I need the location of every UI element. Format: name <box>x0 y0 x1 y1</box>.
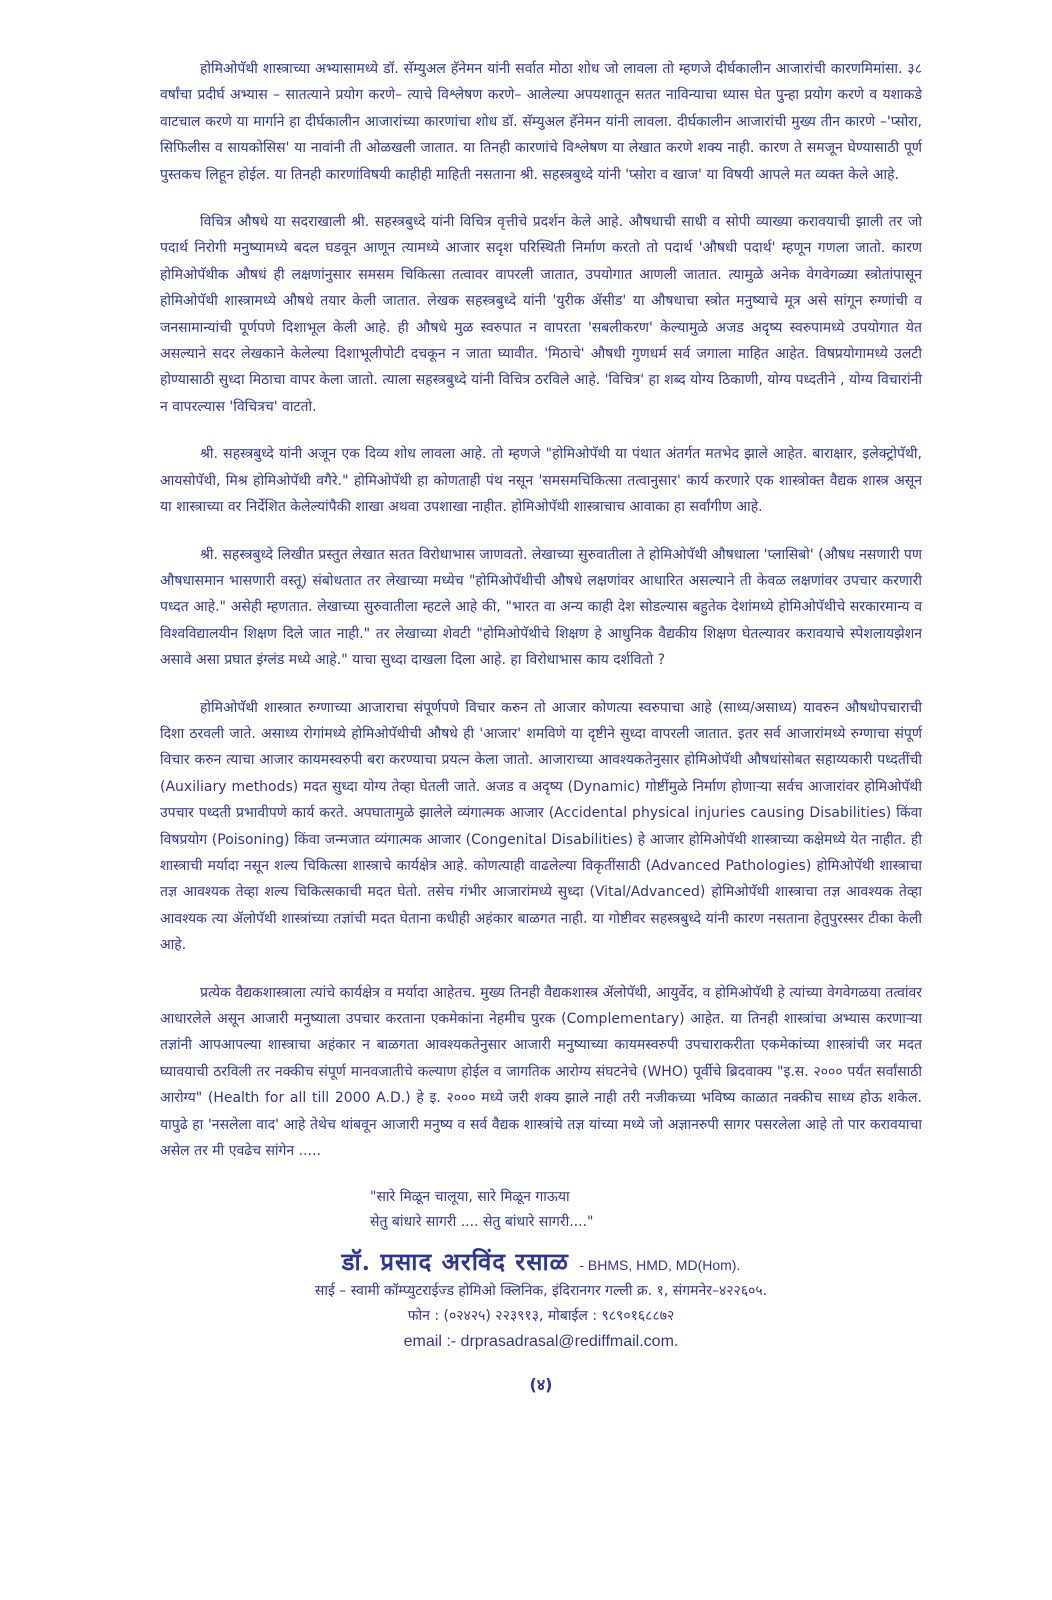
signature-block <box>160 1249 922 1279</box>
author-degrees: - BHMS, HMD, MD(Hom). <box>579 1257 741 1274</box>
closing-quote <box>370 1185 922 1235</box>
author-name: डॉ. प्रसाद अरविंद रसाळ <box>341 1247 569 1277</box>
paragraph-4: श्री. सहस्त्रबुध्दे लिखीत प्रस्तुत लेखात सतत विरोधाभास जाणवतो. लेखाच्या सुरुवातीला ते होमिओपॅथी औषधाला 'प्लासिबो' (औषध नसणारी पण औषधासमान भासणारी वस्तू) संबोधतात तर लेखाच्या मध्येच "होमिओपॅथीची औषधे लक्षणांवर आधारित असल्याने ती केवळ लक्षणांवर उपचार करणारी पध्दत आहे." असेही म्हणतात. लेखाच्या सुरुवातीला म्हटले आहे की, "भारत वा अन्य काही देश सोडल्यास बहुतेक देशांमध्ये होमिओपॅथीचे सरकारमान्य व विश्वविद्यालयीन शिक्षण दिले जात नाही." तर लेखाच्या शेवटी "होमिओपॅथीचे शिक्षण हे आधुनिक वैद्यकीय शिक्षण घेतल्यावर करावयाचे स्पेशलायझेशन असावे असा प्रघात इंग्लंड मध्ये आहे." याचा सुध्दा दाखला दिला आहे. हा विरोधाभास काय दर्शवितो ? <box>160 546 922 669</box>
paragraph-6: प्रत्येक वैद्यकशास्त्राला त्यांचे कार्यक्षेत्र व मर्यादा आहेतच. मुख्य तिनही वैद्यकशास्त्र ॲलोपॅथी, आयुर्वेद, व होमिओपॅथी हे त्यांच्या वेगवेगळया तत्वांवर आधारलेले असून आजारी मनुष्याला उपचार करताना एकमेकांना नेहमीच पुरक (Complementary) आहेत. या तिनही शास्त्रांचा अभ्यास करणाऱ्या तज्ञांनी आपआपल्या शास्त्राचा अहंकार न बाळगता आवश्यकतेनुसार आजारी मनुष्याच्या कायमस्वरुपी उपचाराकरीता एकमेकांच्या शास्त्रांची जर मदत घ्यावयाची ठरविली तर नक्कीच संपूर्ण मानवजातीचे कल्याण होईल व जागतिक आरोग्य संघटनेचे (WHO) पूर्वीचे ब्रिदवाक्य "इ.स. २००० पर्यंत सर्वांसाठी आरोग्य" (Health for all till 2000 A.D.) हे इ. २००० मध्ये जरी शक्य झाले नाही तरी नजीकच्या भविष्य काळात नक्कीच साध्य होऊ शकेल. यापुढे हा 'नसलेला वाद' आहे तेथेच थांबवून आजारी मनुष्य व सर्व वैद्यक शास्त्रांचे तज्ञ यांच्या मध्ये जो अज्ञानरुपी सागर पसरलेला आहे तो पार करावयाचा असेल तर मी एवढेच सांगेन ..... <box>160 984 922 1160</box>
paragraph-1: होमिओपॅथी शास्त्राच्या अभ्यासामध्ये डॉ. सॅम्युअल हॅनेमन यांनी सर्वात मोठा शोध जो लावला तो म्हणजे दीर्घकालीन आजारांची कारणमिमांसा. ३८ वर्षांचा प्रदीर्घ अभ्यास – सातत्याने प्रयोग करणे– त्याचे विश्लेषण करणे– आलेल्या अपयशातून सतत नाविन्याचा ध्यास घेत पुन्हा प्रयोग करणे व यशाकडे वाटचाल करणे या मार्गाने हा दीर्घकालीन आजारांच्या कारणांचा शोध डॉ. सॅम्युअल हॅनेमन यांनी लावला. दीर्घकालीन आजारांची मुख्य तीन कारणे –'प्सोरा, सिफिलीस व सायकोसिस' या नावांनी ती ओळखली जातात. या तिनही कारणांचे विश्लेषण या लेखात करणे शक्य नाही. कारण ते समजून घेण्यासाठी पूर्ण पुस्तकच लिहून होईल. या तिनही कारणांविषयी काहीही माहिती नसताना श्री. सहस्त्रबुध्दे यांनी 'प्सोरा व खाज' या विषयी आपले मत व्यक्त केले आहे. <box>160 61 922 183</box>
email-address: email :- drprasadrasal@rediffmail.com. <box>403 1333 679 1351</box>
phone-numbers: फोन : (०२४२५) २२३९१३, मोबाईल : ९८९०१६८८७२ <box>407 1308 675 1325</box>
paragraph-3: श्री. सहस्त्रबुध्दे यांनी अजून एक दिव्य शोध लावला आहे. तो म्हणजे "होमिओपॅथी या पंथात अंतर्गत मतभेद झाले आहेत. बाराक्षार, इलेक्ट्रोपॅथी, आयसोपॅथी, मिश्र होमिओपॅथी वगैरे." होमिओपॅथी हा कोणताही पंथ नसून 'समसमचिकित्सा तत्वानुसार' कार्य करणारे एक शास्त्रोक्त वैद्यक शास्त्र असून या शास्त्राच्या वर निर्देशित केलेल्यांपैकी शाखा अथवा उपशाखा नाहीत. होमिओपॅथी शास्त्राचाच आवाका हा सर्वांगीण आहे. <box>160 446 922 516</box>
paragraph-2: विचित्र औषधे या सदराखाली श्री. सहस्त्रबुध्दे यांनी विचित्र वृत्तीचे प्रदर्शन केले आहे. औषधाची साधी व सोपी व्याख्या करावयाची झाली तर जो पदार्थ निरोगी मनुष्यामध्ये बदल घडवून आणून त्यामध्ये आजार सदृश परिस्थिती निर्माण करतो तो पदार्थ 'औषधी पदार्थ' म्हणून गणला जातो. कारण होमिओपॅथीक औषधं ही लक्षणांनुसार समसम चिकित्सा तत्वावर वापरली जातात, उपयोगात आणली जातात. त्यामुळे अनेक वेगवेगळ्या स्त्रोतांपासून होमिओपॅथी शास्त्रामध्ये औषधे तयार केली जातात. लेखक सहस्त्रबुध्दे यांनी 'युरीक ॲसीड' या औषधाचा स्त्रोत मनुष्याचे मूत्र असे सांगून रुग्णांची व जनसामान्यांची पूर्णपणे दिशाभूल केली आहे. ही औषधे मुळ स्वरुपात न वापरता 'सबलीकरण' केल्यामुळे अजड अदृष्य स्वरुपामध्ये उपयोगात येत असल्याने सदर लेखकाने केलेल्या दिशाभूलीपोटी दचकून न जाता घ्यावीत. 'मिठाचे' औषधी गुणधर्म सर्व जगाला माहित आहेत. विषप्रयोगामध्ये उलटी होण्यासाठी सुध्दा मिठाचा वापर केला जातो. त्याला सहस्त्रबुध्दे यांनी विचित्र ठरविले आहे. 'विचित्र' हा शब्द योग्य ठिकाणी, योग्य पध्दतीने , योग्य विचारांनी न वापरल्यास 'विचित्रच' वाटतो. <box>160 214 922 415</box>
quote-line-1: "सारे मिळून चालूया, सारे मिळून गाऊया <box>370 1189 570 1206</box>
clinic-address: साई – स्वामी कॉम्प्युटराईज्ड होमिओ क्लिनिक, इंदिरानगर गल्ली क्र. १, संगमनेर–४२२६०५. <box>314 1283 768 1300</box>
quote-line-2: सेतु बांधारे सागरी .... सेतु बांधारे सागरी...." <box>370 1214 594 1231</box>
paragraph-5: होमिओपॅथी शास्त्रात रुग्णाच्या आजाराचा संपूर्णपणे विचार करुन तो आजार कोणत्या स्वरुपाचा आहे (साध्य/असाध्य) यावरुन औषधोपचाराची दिशा ठरवली जाते. असाध्य रोगांमध्ये होमिओपॅथीची औषधे ही 'आजार' शमविणे या दृष्टीने सुध्दा वापरली जातात. इतर सर्व आजारांमध्ये रुग्णाचा संपूर्ण विचार करुन त्याचा आजार कायमस्वरुपी बरा करण्याचा प्रयत्न केला जातो. आजाराच्या आवश्यकतेनुसार होमिओपॅथी औषधांसोबत सहाय्यकारी पध्दतींची (Auxiliary methods) मदत सुध्दा योग्य तेव्हा घेतली जाते. अजड व अदृष्य (Dynamic) गोष्टींमुळे निर्माण होणाऱ्या सर्वच आजारांवर होमिओपॅथी उपचार पध्दती प्रभावीपणे कार्य करते. अपघातामुळे झालेले व्यंगात्मक आजार (Accidental physical injuries causing Disabilities) किंवा विषप्रयोग (Poisoning) किंवा जन्मजात व्यंगात्मक आजार (Congenital Disabilities) हे आजार होमिओपॅथी शास्त्राच्या कक्षेमध्ये येत नाहीत. ही शास्त्राची मर्यादा नसून शल्य चिकित्सा शास्त्राचे कार्यक्षेत्र आहे. कोणत्याही वाढलेल्या विकृतींसाठी (Advanced Pathologies) होमिओपॅथी शास्त्राचा तज्ञ आवश्यक तेव्हा शल्य चिकित्सकाची मदत घेतो. तसेच गंभीर आजारांमध्ये सुध्दा (Vital/Advanced) होमिओपॅथी शास्त्राचा तज्ञ आवश्यक तेव्हा आवश्यक त्या ॲलोपॅथी शास्त्रांच्या तज्ञांची मदत घेताना कधीही अहंकार बाळगत नाही. या गोष्टीवर सहस्त्रबुध्दे यांनी कारण नसताना हेतुपुरस्सर टीका केली आहे. <box>160 699 922 954</box>
page-number: (४) <box>529 1375 553 1395</box>
